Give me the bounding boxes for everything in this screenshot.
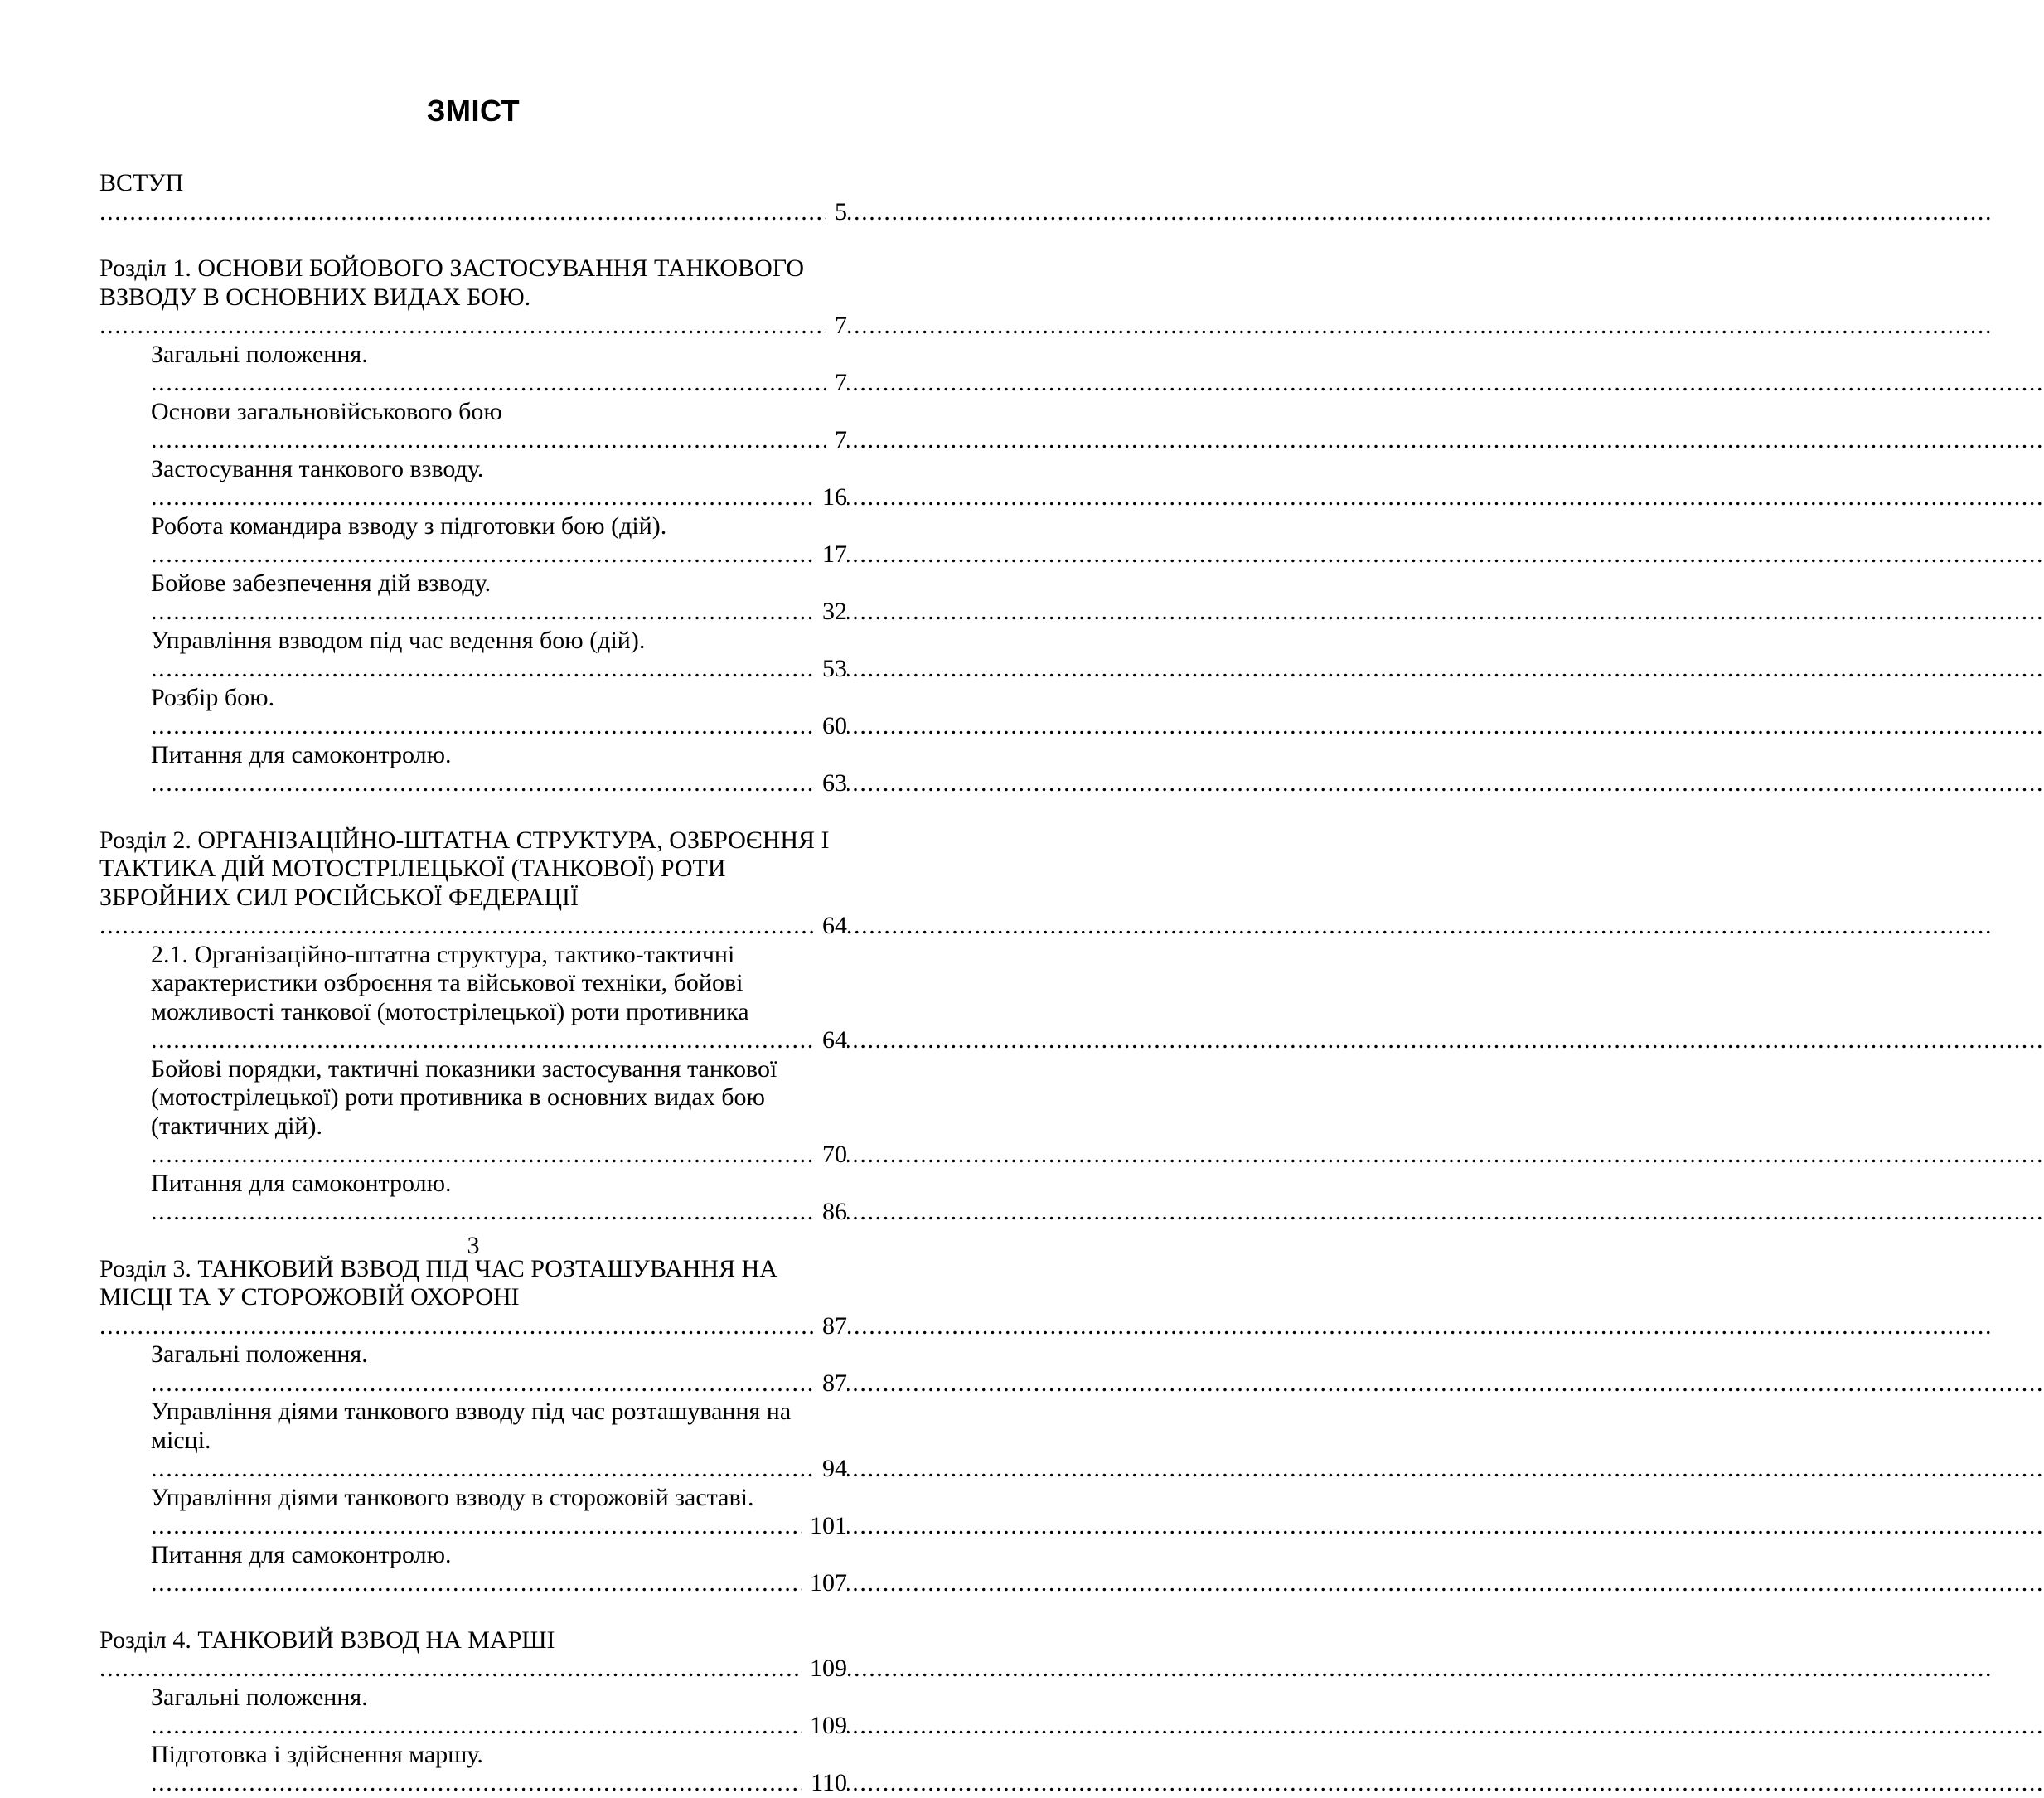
toc-section bbox=[99, 1255, 847, 1598]
toc-entry-label: Основи загальновійськового бою bbox=[151, 397, 502, 425]
toc-entry-label: Застосування танкового взводу. bbox=[151, 454, 484, 482]
toc-entry bbox=[99, 341, 847, 398]
toc-page-number: 60 bbox=[814, 712, 847, 741]
toc-section bbox=[99, 826, 847, 1227]
page-title: ЗМІСТ bbox=[426, 94, 521, 128]
toc-entry-label: Розділ 3. ТАНКОВИЙ ВЗВОД ПІД ЧАС РОЗТАШУВАННЯ НА МІСЦІ ТА У СТОРОЖОВІЙ ОХОРОНІ bbox=[99, 1254, 777, 1311]
toc-entry-label: Управління діями танкового взводу під час розташування на місці. bbox=[151, 1398, 792, 1454]
toc-entry bbox=[99, 1541, 847, 1598]
toc-entry bbox=[99, 1684, 847, 1741]
toc-page-number: 63 bbox=[814, 769, 847, 798]
toc-page-number: 109 bbox=[802, 1712, 847, 1741]
toc-entry bbox=[99, 741, 847, 798]
toc-entry-label: Бойове забезпечення дій взводу. bbox=[151, 569, 492, 597]
dot-leader bbox=[151, 483, 2044, 511]
dot-leader bbox=[151, 1769, 2044, 1796]
dot-leader bbox=[151, 769, 2044, 797]
dot-leader bbox=[151, 655, 2044, 682]
table-of-contents bbox=[99, 169, 847, 1798]
toc-page-number: 17 bbox=[814, 540, 847, 569]
toc-entry-label: Загальні положення. bbox=[151, 340, 368, 368]
toc-page-number: 94 bbox=[814, 1455, 847, 1484]
toc-page-number: 109 bbox=[802, 1655, 847, 1684]
toc-page-number: 16 bbox=[814, 483, 847, 512]
toc-page-number: 32 bbox=[814, 598, 847, 627]
toc-page-number: 64 bbox=[814, 912, 847, 941]
toc-section bbox=[99, 1626, 847, 1798]
toc-entry bbox=[99, 941, 847, 1055]
toc-entry bbox=[99, 826, 847, 941]
toc-entry bbox=[99, 169, 847, 226]
toc-page-number: 87 bbox=[814, 1312, 847, 1341]
toc-page-number: 7 bbox=[826, 312, 847, 341]
toc-entry-label: Управління взводом під час ведення бою (дій). bbox=[151, 626, 646, 654]
toc-entry bbox=[99, 1484, 847, 1541]
toc-page-number: 110 bbox=[802, 1769, 847, 1798]
dot-leader bbox=[151, 1141, 2044, 1168]
dot-leader bbox=[151, 1712, 2044, 1739]
toc-entry bbox=[99, 1055, 847, 1170]
toc-entry-label: ВСТУП bbox=[99, 169, 184, 196]
toc-entry bbox=[99, 455, 847, 512]
dot-leader bbox=[151, 1455, 2044, 1482]
toc-page-number: 64 bbox=[814, 1026, 847, 1055]
toc-page-number: 107 bbox=[802, 1569, 847, 1598]
toc-entry-label: Загальні положення. bbox=[151, 1683, 368, 1711]
toc-entry-label: Розділ 4. ТАНКОВИЙ ВЗВОД НА МАРШІ bbox=[99, 1626, 555, 1654]
dot-leader bbox=[151, 1512, 2044, 1539]
toc-entry bbox=[99, 627, 847, 684]
toc-entry bbox=[99, 684, 847, 741]
toc-entry-label: 2.1. Організаційно-штатна структура, тактико-тактичні характеристики озброєння та військової техніки, бойові можливості танкової (мотострілецької) роти противника bbox=[151, 940, 749, 1025]
toc-entry bbox=[99, 1340, 847, 1398]
dot-leader bbox=[99, 1312, 1993, 1340]
dot-leader bbox=[99, 198, 1993, 225]
toc-entry bbox=[99, 1398, 847, 1484]
toc-page-number: 101 bbox=[802, 1512, 847, 1541]
toc-entry-label: Розбір бою. bbox=[151, 683, 275, 711]
dot-leader bbox=[151, 1198, 2044, 1225]
toc-page-number: 5 bbox=[826, 198, 847, 227]
toc-entry bbox=[99, 1741, 847, 1798]
toc-entry-label: Розділ 1. ОСНОВИ БОЙОВОГО ЗАСТОСУВАННЯ ТАНКОВОГО ВЗВОДУ В ОСНОВНИХ ВИДАХ БОЮ. bbox=[99, 254, 804, 311]
page-number-footer: 3 bbox=[467, 1232, 480, 1259]
toc-entry-label: Управління діями танкового взводу в сторожовій заставі. bbox=[151, 1483, 754, 1511]
dot-leader bbox=[151, 712, 2044, 739]
toc-section bbox=[99, 254, 847, 798]
toc-page-number: 7 bbox=[826, 426, 847, 455]
toc-section bbox=[99, 169, 847, 226]
toc-entry-label: Робота командира взводу з підготовки бою (дій). bbox=[151, 511, 667, 540]
dot-leader bbox=[151, 540, 2044, 568]
page-content bbox=[99, 93, 847, 1798]
document-page bbox=[0, 0, 947, 1796]
dot-leader bbox=[151, 369, 2044, 396]
toc-entry-label: Бойові порядки, тактичні показники застосування танкової (мотострілецької) роти противника в основних видах бою (тактичних дій). bbox=[151, 1054, 777, 1140]
toc-entry-label: Питання для самоконтролю. bbox=[151, 740, 452, 768]
dot-leader bbox=[99, 312, 1993, 339]
dot-leader bbox=[151, 426, 2044, 453]
toc-entry bbox=[99, 569, 847, 627]
toc-page-number: 70 bbox=[814, 1141, 847, 1170]
toc-page-number: 87 bbox=[814, 1369, 847, 1398]
toc-entry-label: Розділ 2. ОРГАНІЗАЦІЙНО-ШТАТНА СТРУКТУРА, ОЗБРОЄННЯ І ТАКТИКА ДІЙ МОТОСТРІЛЕЦЬКОЇ (ТАНКОВОЇ) РОТИ ЗБРОЙНИХ СИЛ РОСІЙСЬКОЇ ФЕДЕРАЦІЇ bbox=[99, 826, 830, 911]
toc-page-number: 53 bbox=[814, 655, 847, 684]
toc-entry bbox=[99, 512, 847, 569]
toc-entry bbox=[99, 254, 847, 341]
toc-entry bbox=[99, 1626, 847, 1684]
toc-entry-label: Питання для самоконтролю. bbox=[151, 1540, 452, 1568]
dot-leader bbox=[99, 1655, 1993, 1682]
toc-entry bbox=[99, 398, 847, 455]
dot-leader bbox=[99, 912, 1993, 939]
dot-leader bbox=[151, 1026, 2044, 1054]
toc-entry-label: Загальні положення. bbox=[151, 1340, 368, 1368]
dot-leader bbox=[151, 1369, 2044, 1397]
toc-page-number: 86 bbox=[814, 1198, 847, 1227]
toc-entry-label: Питання для самоконтролю. bbox=[151, 1169, 452, 1197]
toc-page-number: 7 bbox=[826, 369, 847, 398]
toc-entry-label: Підготовка і здійснення маршу. bbox=[151, 1740, 483, 1768]
toc-entry bbox=[99, 1255, 847, 1341]
toc-entry bbox=[99, 1170, 847, 1227]
dot-leader bbox=[151, 598, 2044, 625]
dot-leader bbox=[151, 1569, 2044, 1597]
